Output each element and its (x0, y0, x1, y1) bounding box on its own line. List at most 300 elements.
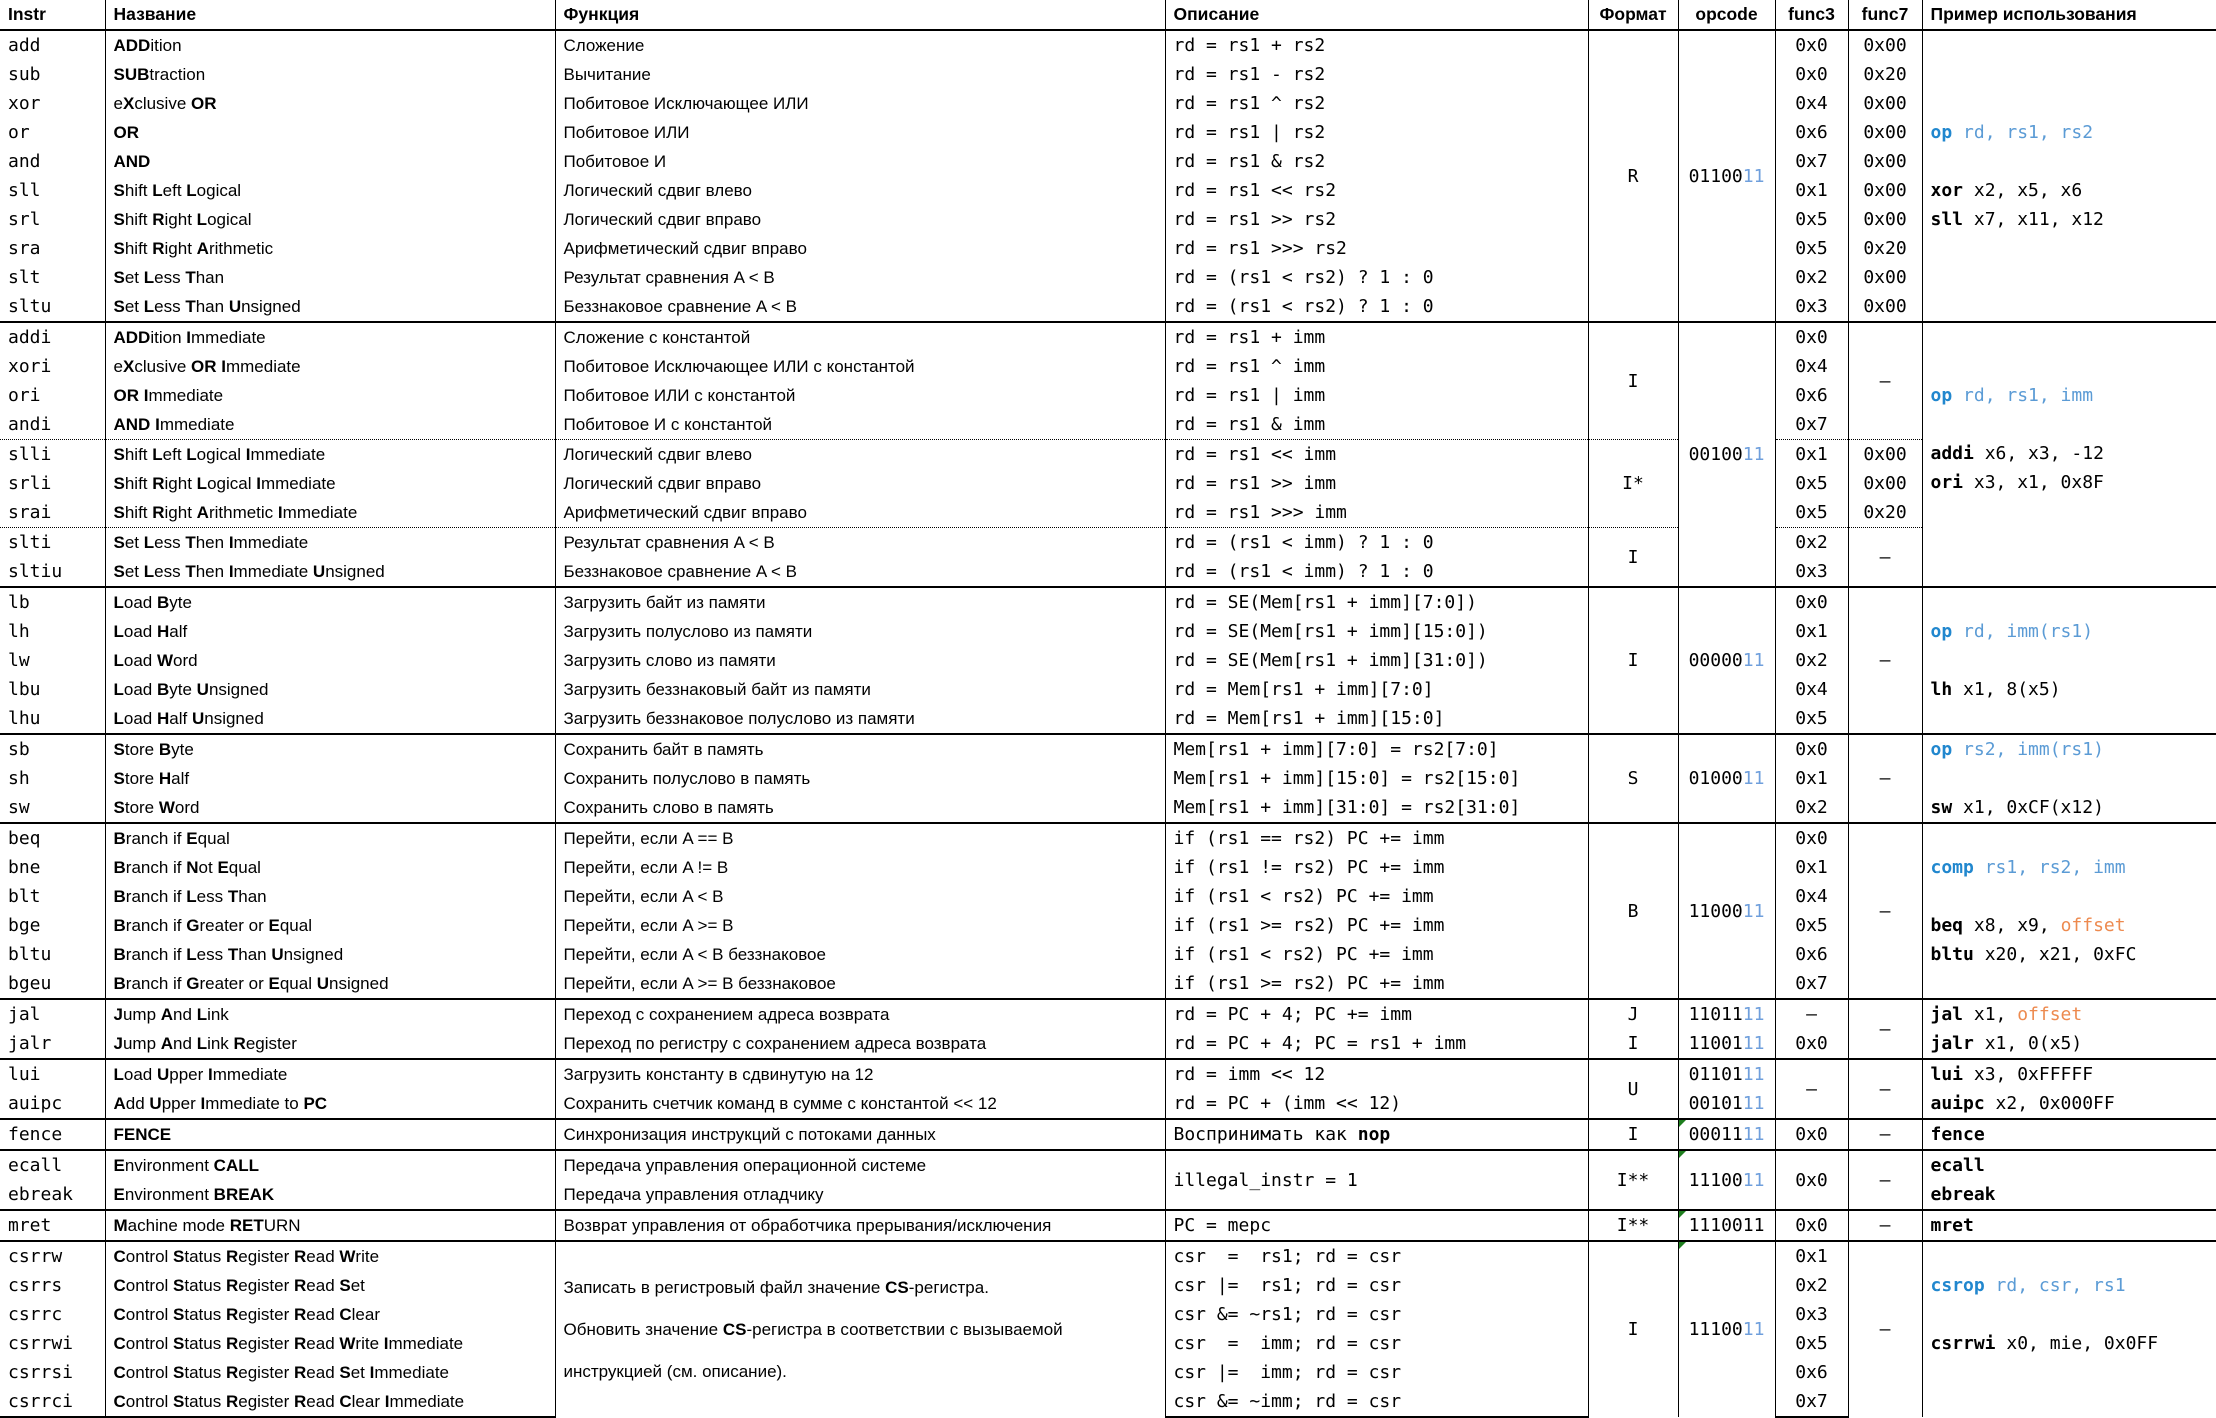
fmt-cell-i-arith: I* (1588, 440, 1678, 528)
name-cell-mret: Machine mode RETURN (105, 1210, 555, 1241)
example-line: bltu x20, x21, 0xFC (1930, 944, 2137, 965)
desc-cell-xor: rd = rs1 ^ rs2 (1165, 89, 1588, 118)
func-cell-sh: Сохранить полуслово в память (555, 764, 1165, 793)
func-cell-sb: Сохранить байт в память (555, 734, 1165, 764)
f3-cell-sub: 0x0 (1775, 60, 1848, 89)
opc-cell-mret: 1110011 (1678, 1210, 1775, 1241)
desc-cell-lw: rd = SE(Mem[rs1 + imm][31:0]) (1165, 646, 1588, 675)
desc-cell-ori: rd = rs1 | imm (1165, 381, 1588, 410)
name-cell-addi: ADDition Immediate (105, 322, 555, 352)
desc-cell-sb: Mem[rs1 + imm][7:0] = rs2[7:0] (1165, 734, 1588, 764)
func-cell-slli: Логический сдвиг влево (555, 440, 1165, 470)
instr-cell-csrrci: csrrci (0, 1387, 105, 1417)
example-line: sll x7, x11, x12 (1930, 209, 2104, 230)
name-cell-sb: Store Byte (105, 734, 555, 764)
table-row-ecall (0, 1150, 2216, 1180)
desc-cell-csrrs: csr |= rs1; rd = csr (1165, 1271, 1588, 1300)
example-line (1931, 60, 2209, 89)
opc-cell-stores: 0100011 (1678, 734, 1775, 823)
ex-cell-i-arith (1922, 322, 2216, 587)
instr-cell-bgeu: bgeu (8, 973, 52, 994)
table-row-sra (0, 234, 2216, 263)
f7-cell-i-arith: – (1848, 528, 1922, 588)
desc-cell-andi: rd = rs1 & imm (1165, 410, 1588, 440)
f7-cell-srai: 0x20 (1848, 498, 1922, 528)
example-line (1931, 526, 2209, 555)
f3-cell-lh: 0x1 (1775, 617, 1848, 646)
name-cell-ebreak: Environment BREAK (105, 1180, 555, 1210)
name-cell-jalr: Jump And Link Register (105, 1029, 555, 1059)
table-row-add (0, 30, 2216, 60)
fmt-cell-fence: I (1588, 1119, 1678, 1150)
example-line (1931, 410, 2209, 439)
example-line: lh x1, 8(x5) (1930, 679, 2061, 700)
example-line (1931, 764, 2209, 793)
name-cell-csrrwi: Control Status Register Read Write Immediate (105, 1329, 555, 1358)
desc-cell-blt: if (rs1 < rs2) PC += imm (1165, 882, 1588, 911)
f3-cell-lb: 0x0 (1775, 587, 1848, 617)
func-cell-auipc: Сохранить счетчик команд в сумме с константой << 12 (555, 1089, 1165, 1119)
desc-cell-srai: rd = rs1 >>> imm (1165, 498, 1588, 528)
name-cell-lbu: Load Byte Unsigned (105, 675, 555, 704)
f7-cell-stores: – (1848, 734, 1922, 823)
desc-cell-srli: rd = rs1 >> imm (1165, 469, 1588, 498)
error-indicator-icon (1679, 1242, 1686, 1249)
desc-cell-sub: rd = rs1 - rs2 (1165, 60, 1588, 89)
f7-cell-loads: – (1848, 587, 1922, 734)
instr-cell-csrrc: csrrc (8, 1304, 63, 1325)
name-cell-lb: Load Byte (105, 587, 555, 617)
f3-cell-csrrc: 0x3 (1775, 1300, 1848, 1329)
ex-cell-mret (1922, 1210, 2216, 1241)
example-line: comp rs1, rs2, imm (1930, 857, 2126, 878)
ex-cell-stores (1922, 734, 2216, 823)
f7-cell-mret: – (1848, 1210, 1922, 1241)
f3-cell-bgeu: 0x7 (1775, 969, 1848, 999)
opc-cell-lui: 0110111 (1678, 1059, 1775, 1089)
func-cell-sltu: Беззнаковое сравнение A < B (555, 292, 1165, 322)
f3-cell-fence: 0x0 (1775, 1119, 1848, 1150)
name-cell-lhu: Load Half Unsigned (105, 704, 555, 734)
col-header-f3: func3 (1775, 0, 1848, 30)
description-paragraph: Записать в регистровый файл значение CS-регистра. (563, 1277, 989, 1297)
desc-cell-csrrci: csr &= ~imm; rd = csr (1165, 1387, 1588, 1417)
func-cell-xor: Побитовое Исключающее ИЛИ (555, 89, 1165, 118)
f3-cell-beq: 0x0 (1775, 823, 1848, 853)
desc-cell-sll: rd = rs1 << rs2 (1165, 176, 1588, 205)
fmt-cell-env: I** (1588, 1150, 1678, 1210)
name-cell-blt: Branch if Less Than (105, 882, 555, 911)
func-cell-jal: Переход с сохранением адреса возврата (555, 999, 1165, 1029)
example-line: op rd, rs1, rs2 (1930, 122, 2094, 143)
name-cell-auipc: Add Upper Immediate to PC (105, 1089, 555, 1119)
col-header-ex: Пример использования (1922, 0, 2216, 30)
func-cell-bgeu: Перейти, если A >= B беззнаковое (555, 969, 1165, 999)
instr-cell-fence: fence (0, 1119, 105, 1150)
fmt-cell-r-type: R (1588, 30, 1678, 322)
func-cell-srli: Логический сдвиг вправо (555, 469, 1165, 498)
instr-cell-jalr: jalr (8, 1033, 52, 1054)
f3-cell-lbu: 0x4 (1775, 675, 1848, 704)
func-cell-and: Побитовое И (555, 147, 1165, 176)
func-cell-srl: Логический сдвиг вправо (555, 205, 1165, 234)
desc-cell-slli: rd = rs1 << imm (1165, 440, 1588, 470)
f3-cell-or: 0x6 (1775, 118, 1848, 147)
name-cell-ori: OR Immediate (105, 381, 555, 410)
example-line: op rd, imm(rs1) (1930, 621, 2094, 642)
desc-cell-bge: if (rs1 >= rs2) PC += imm (1165, 911, 1588, 940)
example-line (1931, 323, 2209, 352)
table-row-srli (0, 469, 2216, 498)
name-cell-csrrs: Control Status Register Read Set (105, 1271, 555, 1300)
table-row-lb (0, 587, 2216, 617)
name-cell-bltu: Branch if Less Than Unsigned (105, 940, 555, 969)
table-row-or (0, 118, 2216, 147)
f7-cell-branches: – (1848, 823, 1922, 999)
instr-cell-lhu: lhu (8, 708, 41, 729)
f7-cell-upper: – (1848, 1059, 1922, 1119)
func-cell-andi: Побитовое И с константой (555, 410, 1165, 440)
example-line (1931, 1242, 2209, 1271)
name-cell-fence: FENCE (105, 1119, 555, 1150)
f3-cell-slt: 0x2 (1775, 263, 1848, 292)
instr-cell-srl: srl (8, 209, 41, 230)
fmt-cell-jalr: I (1588, 1029, 1678, 1059)
desc-cell-lhu: rd = Mem[rs1 + imm][15:0] (1165, 704, 1588, 734)
name-cell-lui: Load Upper Immediate (105, 1059, 555, 1089)
desc-cell-addi: rd = rs1 + imm (1165, 322, 1588, 352)
instr-cell-bltu: bltu (8, 944, 52, 965)
description-paragraph: Обновить значение CS-регистра в соответствии с вызываемой (563, 1319, 1063, 1339)
table-row-sltu (0, 292, 2216, 322)
instr-cell-sll: sll (8, 180, 41, 201)
table-row-mret (0, 1210, 2216, 1241)
instr-cell-add: add (0, 30, 105, 60)
instr-cell-slli: slli (0, 440, 105, 470)
name-cell-add: ADDition (105, 30, 555, 60)
func-cell-srai: Арифметический сдвиг вправо (555, 498, 1165, 528)
error-indicator-icon (1679, 1120, 1686, 1127)
f3-cell-bge: 0x5 (1775, 911, 1848, 940)
f7-cell-xor: 0x00 (1848, 89, 1922, 118)
desc-cell-csrrw: csr = rs1; rd = csr (1165, 1241, 1588, 1271)
example-line (1931, 147, 2209, 176)
f7-cell-jumps: – (1848, 999, 1922, 1059)
example-line (1931, 646, 2209, 675)
example-line (1931, 704, 2209, 733)
desc-cell-lui: rd = imm << 12 (1165, 1059, 1588, 1089)
f3-cell-add: 0x0 (1775, 30, 1848, 60)
instr-cell-slt: slt (8, 267, 41, 288)
name-cell-beq: Branch if Equal (105, 823, 555, 853)
instr-cell-lbu: lbu (8, 679, 41, 700)
func-cell-ecall: Передача управления операционной системе (555, 1150, 1165, 1180)
func-cell-bne: Перейти, если A != B (555, 853, 1165, 882)
f3-cell-slli: 0x1 (1775, 440, 1848, 470)
name-cell-lw: Load Word (105, 646, 555, 675)
name-cell-and: AND (105, 147, 555, 176)
opc-cell-csr: 1110011 (1678, 1241, 1775, 1417)
table-row-jal (0, 999, 2216, 1029)
f3-cell-env: 0x0 (1775, 1150, 1848, 1210)
desc-cell-csrrwi: csr = imm; rd = csr (1165, 1329, 1588, 1358)
f3-cell-addi: 0x0 (1775, 322, 1848, 352)
f3-cell-sw: 0x2 (1775, 793, 1848, 823)
example-line: csrrwi x0, mie, 0x0FF (1930, 1333, 2159, 1354)
example-line (1931, 292, 2209, 321)
example-line (1931, 263, 2209, 292)
desc-cell-ecall: illegal_instr = 1 (1165, 1150, 1588, 1210)
col-header-func: Функция (555, 0, 1165, 30)
name-cell-srl: Shift Right Logical (105, 205, 555, 234)
f7-cell-sub: 0x20 (1848, 60, 1922, 89)
desc-cell-or: rd = rs1 | rs2 (1165, 118, 1588, 147)
table-row-sll (0, 176, 2216, 205)
func-cell-slt: Результат сравнения A < B (555, 263, 1165, 292)
col-header-instr: Instr (0, 0, 105, 30)
f3-cell-sra: 0x5 (1775, 234, 1848, 263)
name-cell-sltiu: Set Less Then Immediate Unsigned (105, 557, 555, 587)
desc-cell-and: rd = rs1 & rs2 (1165, 147, 1588, 176)
table-row-beq (0, 823, 2216, 853)
f3-cell-ori: 0x6 (1775, 381, 1848, 410)
func-cell-lw: Загрузить слово из памяти (555, 646, 1165, 675)
ex-cell-branches (1922, 823, 2216, 999)
func-cell-addi: Сложение с константой (555, 322, 1165, 352)
f3-cell-srli: 0x5 (1775, 469, 1848, 498)
name-cell-andi: AND Immediate (105, 410, 555, 440)
opc-cell-r-type: 0110011 (1678, 30, 1775, 322)
example-line: xor x2, x5, x6 (1930, 180, 2083, 201)
func-cell-sll: Логический сдвиг влево (555, 176, 1165, 205)
desc-cell-sltiu: rd = (rs1 < imm) ? 1 : 0 (1165, 557, 1588, 587)
instr-cell-srli: srli (8, 473, 52, 494)
instr-cell-lui: lui (0, 1059, 105, 1089)
instr-cell-andi: andi (8, 414, 52, 435)
name-cell-jal: Jump And Link (105, 999, 555, 1029)
opc-cell-jal: 1101111 (1678, 999, 1775, 1029)
opc-cell-fence: 0001111 (1678, 1119, 1775, 1150)
col-header-opc: opcode (1678, 0, 1775, 30)
instr-cell-mret: mret (0, 1210, 105, 1241)
table-row-lui (0, 1059, 2216, 1089)
name-cell-xori: eXclusive OR Immediate (105, 352, 555, 381)
desc-cell-csrrsi: csr |= imm; rd = csr (1165, 1358, 1588, 1387)
desc-cell-beq: if (rs1 == rs2) PC += imm (1165, 823, 1588, 853)
example-line (1931, 969, 2209, 998)
func-cell-ori: Побитовое ИЛИ с константой (555, 381, 1165, 410)
desc-cell-bgeu: if (rs1 >= rs2) PC += imm (1165, 969, 1588, 999)
example-line (1931, 31, 2209, 60)
table-row-addi (0, 322, 2216, 352)
func-cell-lh: Загрузить полуслово из памяти (555, 617, 1165, 646)
name-cell-slli: Shift Left Logical Immediate (105, 440, 555, 470)
name-cell-sh: Store Half (105, 764, 555, 793)
desc-cell-mret: PC = mepc (1165, 1210, 1588, 1241)
instr-cell-sltu: sltu (8, 296, 52, 317)
f3-cell-blt: 0x4 (1775, 882, 1848, 911)
opc-cell-jalr: 1100111 (1678, 1029, 1775, 1059)
f7-cell-sltu: 0x00 (1848, 292, 1922, 322)
desc-cell-bne: if (rs1 != rs2) PC += imm (1165, 853, 1588, 882)
name-cell-sltu: Set Less Than Unsigned (105, 292, 555, 322)
instr-cell-addi: addi (0, 322, 105, 352)
example-line: jal x1, offset (1930, 1004, 2083, 1025)
fmt-cell-mret: I** (1588, 1210, 1678, 1241)
instr-cell-lh: lh (8, 621, 30, 642)
func-cell-lhu: Загрузить беззнаковое полуслово из памяти (555, 704, 1165, 734)
fmt-cell-jal: J (1588, 999, 1678, 1029)
example-line: sw x1, 0xCF(x12) (1930, 797, 2104, 818)
name-cell-srli: Shift Right Logical Immediate (105, 469, 555, 498)
description-paragraph: инструкцией (см. описание). (563, 1361, 787, 1381)
name-cell-bgeu: Branch if Greater or Equal Unsigned (105, 969, 555, 999)
example-line: mret (1930, 1215, 1974, 1236)
instr-cell-xor: xor (8, 93, 41, 114)
instr-cell-auipc: auipc (8, 1093, 63, 1114)
example-line: ebreak (1930, 1184, 1996, 1205)
opc-cell-loads: 0000011 (1678, 587, 1775, 734)
f7-cell-slt: 0x00 (1848, 263, 1922, 292)
name-cell-xor: eXclusive OR (105, 89, 555, 118)
instr-cell-csrrsi: csrrsi (8, 1362, 74, 1383)
f3-cell-sltu: 0x3 (1775, 292, 1848, 322)
f3-cell-upper: – (1775, 1059, 1848, 1119)
desc-cell-sw: Mem[rs1 + imm][31:0] = rs2[31:0] (1165, 793, 1588, 823)
f3-cell-csrrsi: 0x6 (1775, 1358, 1848, 1387)
desc-cell-csrrc: csr &= ~rs1; rd = csr (1165, 1300, 1588, 1329)
instr-cell-bne: bne (8, 857, 41, 878)
opc-cell-auipc: 0010111 (1678, 1089, 1775, 1119)
opc-cell-branches: 1100011 (1678, 823, 1775, 999)
table-row-sb (0, 734, 2216, 764)
example-line (1931, 1358, 2209, 1387)
instr-cell-csrrs: csrrs (8, 1275, 63, 1296)
col-header-name: Название (105, 0, 555, 30)
col-header-desc: Описание (1165, 0, 1588, 30)
desc-cell-lbu: rd = Mem[rs1 + imm][7:0] (1165, 675, 1588, 704)
func-cell-bge: Перейти, если A >= B (555, 911, 1165, 940)
table-row-slt (0, 263, 2216, 292)
f3-cell-lw: 0x2 (1775, 646, 1848, 675)
instr-cell-ori: ori (8, 385, 41, 406)
f3-cell-lhu: 0x5 (1775, 704, 1848, 734)
fmt-cell-branches: B (1588, 823, 1678, 999)
func-cell-ebreak: Передача управления отладчику (555, 1180, 1165, 1210)
f7-cell-sra: 0x20 (1848, 234, 1922, 263)
func-cell-sltiu: Беззнаковое сравнение A < B (555, 557, 1165, 587)
instr-cell-ecall: ecall (0, 1150, 105, 1180)
ex-cell-env (1922, 1150, 2216, 1210)
name-cell-csrrc: Control Status Register Read Clear (105, 1300, 555, 1329)
name-cell-slti: Set Less Then Immediate (105, 528, 555, 558)
table-row-slti (0, 528, 2216, 558)
instr-cell-srai: srai (8, 502, 52, 523)
instr-cell-bge: bge (8, 915, 41, 936)
f7-cell-and: 0x00 (1848, 147, 1922, 176)
func-cell-fence: Синхронизация инструкций с потоками данных (555, 1119, 1165, 1150)
name-cell-sra: Shift Right Arithmetic (105, 234, 555, 263)
example-line (1931, 352, 2209, 381)
example-line: auipc x2, 0x000FF (1930, 1093, 2115, 1114)
desc-cell-sra: rd = rs1 >>> rs2 (1165, 234, 1588, 263)
name-cell-lh: Load Half (105, 617, 555, 646)
ex-cell-fence (1922, 1119, 2216, 1150)
name-cell-csrrsi: Control Status Register Read Set Immediate (105, 1358, 555, 1387)
f3-cell-mret: 0x0 (1775, 1210, 1848, 1241)
instr-cell-beq: beq (0, 823, 105, 853)
f7-cell-i-arith: – (1848, 322, 1922, 440)
desc-cell-jalr: rd = PC + 4; PC = rs1 + imm (1165, 1029, 1588, 1059)
f3-cell-csrrw: 0x1 (1775, 1241, 1848, 1271)
f7-cell-env: – (1848, 1150, 1922, 1210)
instr-cell-slti: slti (0, 528, 105, 558)
example-line: addi x6, x3, -12 (1930, 443, 2104, 464)
f3-cell-bne: 0x1 (1775, 853, 1848, 882)
table-row-xor (0, 89, 2216, 118)
f7-cell-slli: 0x00 (1848, 440, 1922, 470)
table-row-and (0, 147, 2216, 176)
f3-cell-bltu: 0x6 (1775, 940, 1848, 969)
example-line (1931, 882, 2209, 911)
table-row-fence (0, 1119, 2216, 1150)
instr-cell-xori: xori (8, 356, 52, 377)
example-line (1931, 497, 2209, 526)
instr-cell-sb: sb (0, 734, 105, 764)
func-cell-xori: Побитовое Исключающее ИЛИ с константой (555, 352, 1165, 381)
func-cell-sra: Арифметический сдвиг вправо (555, 234, 1165, 263)
instr-cell-sh: sh (8, 768, 30, 789)
fmt-cell-upper: U (1588, 1059, 1678, 1119)
example-line: ecall (1930, 1155, 1985, 1176)
f3-cell-slti: 0x2 (1775, 528, 1848, 558)
instr-cell-blt: blt (8, 886, 41, 907)
func-cell-slti: Результат сравнения A < B (555, 528, 1165, 558)
ex-cell-r-type (1922, 30, 2216, 322)
example-line (1931, 588, 2209, 617)
instr-cell-and: and (8, 151, 41, 172)
f7-cell-fence: – (1848, 1119, 1922, 1150)
f3-cell-xor: 0x4 (1775, 89, 1848, 118)
example-line: op rs2, imm(rs1) (1930, 739, 2104, 760)
fmt-cell-i-arith: I (1588, 322, 1678, 440)
desc-cell-jal: rd = PC + 4; PC += imm (1165, 999, 1588, 1029)
desc-cell-sh: Mem[rs1 + imm][15:0] = rs2[15:0] (1165, 764, 1588, 793)
name-cell-sub: SUBtraction (105, 60, 555, 89)
f3-cell-sh: 0x1 (1775, 764, 1848, 793)
func-cell-blt: Перейти, если A < B (555, 882, 1165, 911)
f3-cell-xori: 0x4 (1775, 352, 1848, 381)
f3-cell-jal: – (1775, 999, 1848, 1029)
name-cell-csrrci: Control Status Register Read Clear Immediate (105, 1387, 555, 1417)
func-cell-jalr: Переход по регистру с сохранением адреса возврата (555, 1029, 1165, 1059)
func-cell-lui: Загрузить константу в сдвинутую на 12 (555, 1059, 1165, 1089)
func-cell-sub: Вычитание (555, 60, 1165, 89)
error-indicator-icon (1679, 1211, 1686, 1218)
header-row (0, 0, 2216, 30)
f7-cell-sll: 0x00 (1848, 176, 1922, 205)
table-row-slli (0, 440, 2216, 470)
f7-cell-or: 0x00 (1848, 118, 1922, 147)
example-line: ori x3, x1, 0x8F (1930, 472, 2104, 493)
func-cell-lbu: Загрузить беззнаковый байт из памяти (555, 675, 1165, 704)
func-cell-mret: Возврат управления от обработчика прерывания/исключения (555, 1210, 1165, 1241)
func-cell-add: Сложение (555, 30, 1165, 60)
instr-cell-ebreak: ebreak (8, 1184, 74, 1205)
name-cell-srai: Shift Right Arithmetic Immediate (105, 498, 555, 528)
instr-cell-csrrw: csrrw (0, 1241, 105, 1271)
table-row-srai (0, 498, 2216, 528)
